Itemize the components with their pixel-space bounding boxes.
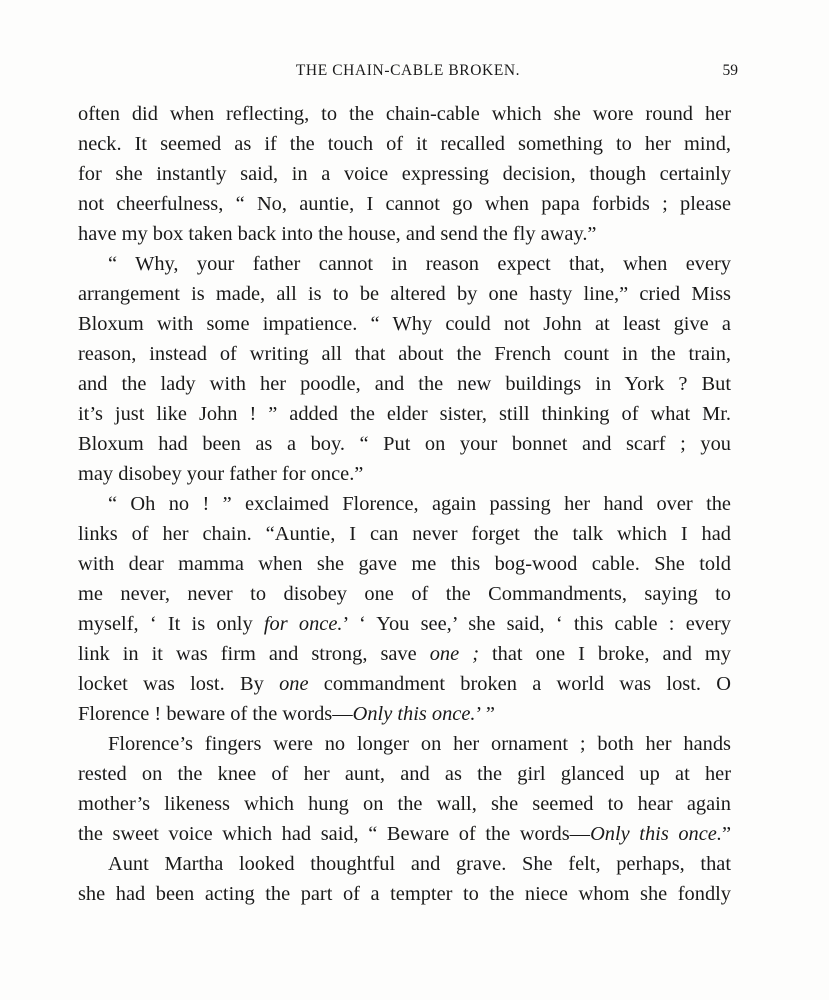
text-run: for she instantly said, in a voice expressing decision, though certainly <box>78 163 731 185</box>
text-line <box>78 399 731 429</box>
text-run: ’ ” <box>475 703 495 725</box>
text-run: Florence’s fingers were no longer on her ornament ; both her hands <box>108 733 731 755</box>
text-run: reason, instead of writing all that about the French count in the train, <box>78 343 731 365</box>
text-run: often did when reflecting, to the chain-cable which she wore round her <box>78 103 731 125</box>
text-run: ” <box>721 823 731 845</box>
text-line <box>78 489 731 519</box>
text-run: she had been acting the part of a tempter to the niece whom she fondly <box>78 883 731 905</box>
running-title: THE CHAIN-CABLE BROKEN. <box>295 62 521 79</box>
text-run: links of her chain. “Auntie, I can never forget the talk which I had <box>78 523 731 545</box>
text-line <box>78 729 731 759</box>
text-run: rested on the knee of her aunt, and as the girl glanced up at her <box>78 763 731 785</box>
text-run: with dear mamma when she gave me this bog-wood cable. She told <box>78 553 731 575</box>
text-run: “ Oh no ! ” exclaimed Florence, again passing her hand over the <box>108 493 731 515</box>
text-run: may disobey your father for once.” <box>78 463 364 485</box>
text-line <box>78 639 731 669</box>
text-run: arrangement is made, all is to be altered by one hasty line,” cried Miss <box>78 283 731 305</box>
text-line <box>78 879 731 909</box>
text-run: mother’s likeness which hung on the wall, she seemed to hear again <box>78 793 731 815</box>
italic-run: one ; <box>429 643 479 665</box>
text-line <box>78 219 731 249</box>
text-line <box>78 609 731 639</box>
text-run: Aunt Martha looked thoughtful and grave. She felt, perhaps, that <box>108 853 731 875</box>
text-run: link in it was firm and strong, save <box>78 643 430 665</box>
text-run: the sweet voice which had said, “ Beware of the words— <box>78 823 591 845</box>
text-line <box>78 459 731 489</box>
text-run: it’s just like John ! ” added the elder sister, still thinking of what Mr. <box>78 403 731 425</box>
page-header <box>78 60 738 84</box>
text-run: me never, never to disobey one of the Commandments, saying to <box>78 583 731 605</box>
text-run: “ Why, your father cannot in reason expect that, when every <box>108 253 731 275</box>
text-line <box>78 849 731 879</box>
text-run: Florence ! beware of the words— <box>78 703 353 725</box>
italic-run: Only this once. <box>590 823 722 845</box>
italic-run: one <box>279 673 309 695</box>
page-number: 59 <box>722 62 738 79</box>
text-run: not cheerfulness, “ No, auntie, I cannot go when papa forbids ; please <box>78 193 731 215</box>
text-run: neck. It seemed as if the touch of it recalled something to her mind, <box>78 133 731 155</box>
text-line <box>78 519 731 549</box>
text-line <box>78 549 731 579</box>
text-run: ’ ‘ You see,’ she said, ‘ this cable : every <box>342 613 731 635</box>
text-run: Bloxum had been as a boy. “ Put on your bonnet and scarf ; you <box>78 433 731 455</box>
text-line <box>78 309 731 339</box>
text-line <box>78 789 731 819</box>
text-run: commandment broken a world was lost. O <box>308 673 731 695</box>
text-line <box>78 129 731 159</box>
text-run: that one I broke, and my <box>478 643 731 665</box>
text-run: locket was lost. By <box>78 673 280 695</box>
text-run: myself, ‘ It is only <box>78 613 264 635</box>
text-run: and the lady with her poodle, and the new buildings in York ? But <box>78 373 731 395</box>
text-line <box>78 369 731 399</box>
text-line <box>78 189 731 219</box>
text-run: have my box taken back into the house, and send the fly away.” <box>78 223 597 245</box>
body-text <box>78 99 731 909</box>
text-line <box>78 249 731 279</box>
text-line <box>78 279 731 309</box>
text-line <box>78 819 731 849</box>
italic-run: Only this once. <box>352 703 476 725</box>
italic-run: for once. <box>263 613 343 635</box>
text-run: Bloxum with some impatience. “ Why could not John at least give a <box>78 313 731 335</box>
text-line <box>78 429 731 459</box>
text-line <box>78 159 731 189</box>
text-line <box>78 579 731 609</box>
text-line <box>78 699 731 729</box>
text-line <box>78 759 731 789</box>
text-line <box>78 339 731 369</box>
text-line <box>78 99 731 129</box>
text-line <box>78 669 731 699</box>
